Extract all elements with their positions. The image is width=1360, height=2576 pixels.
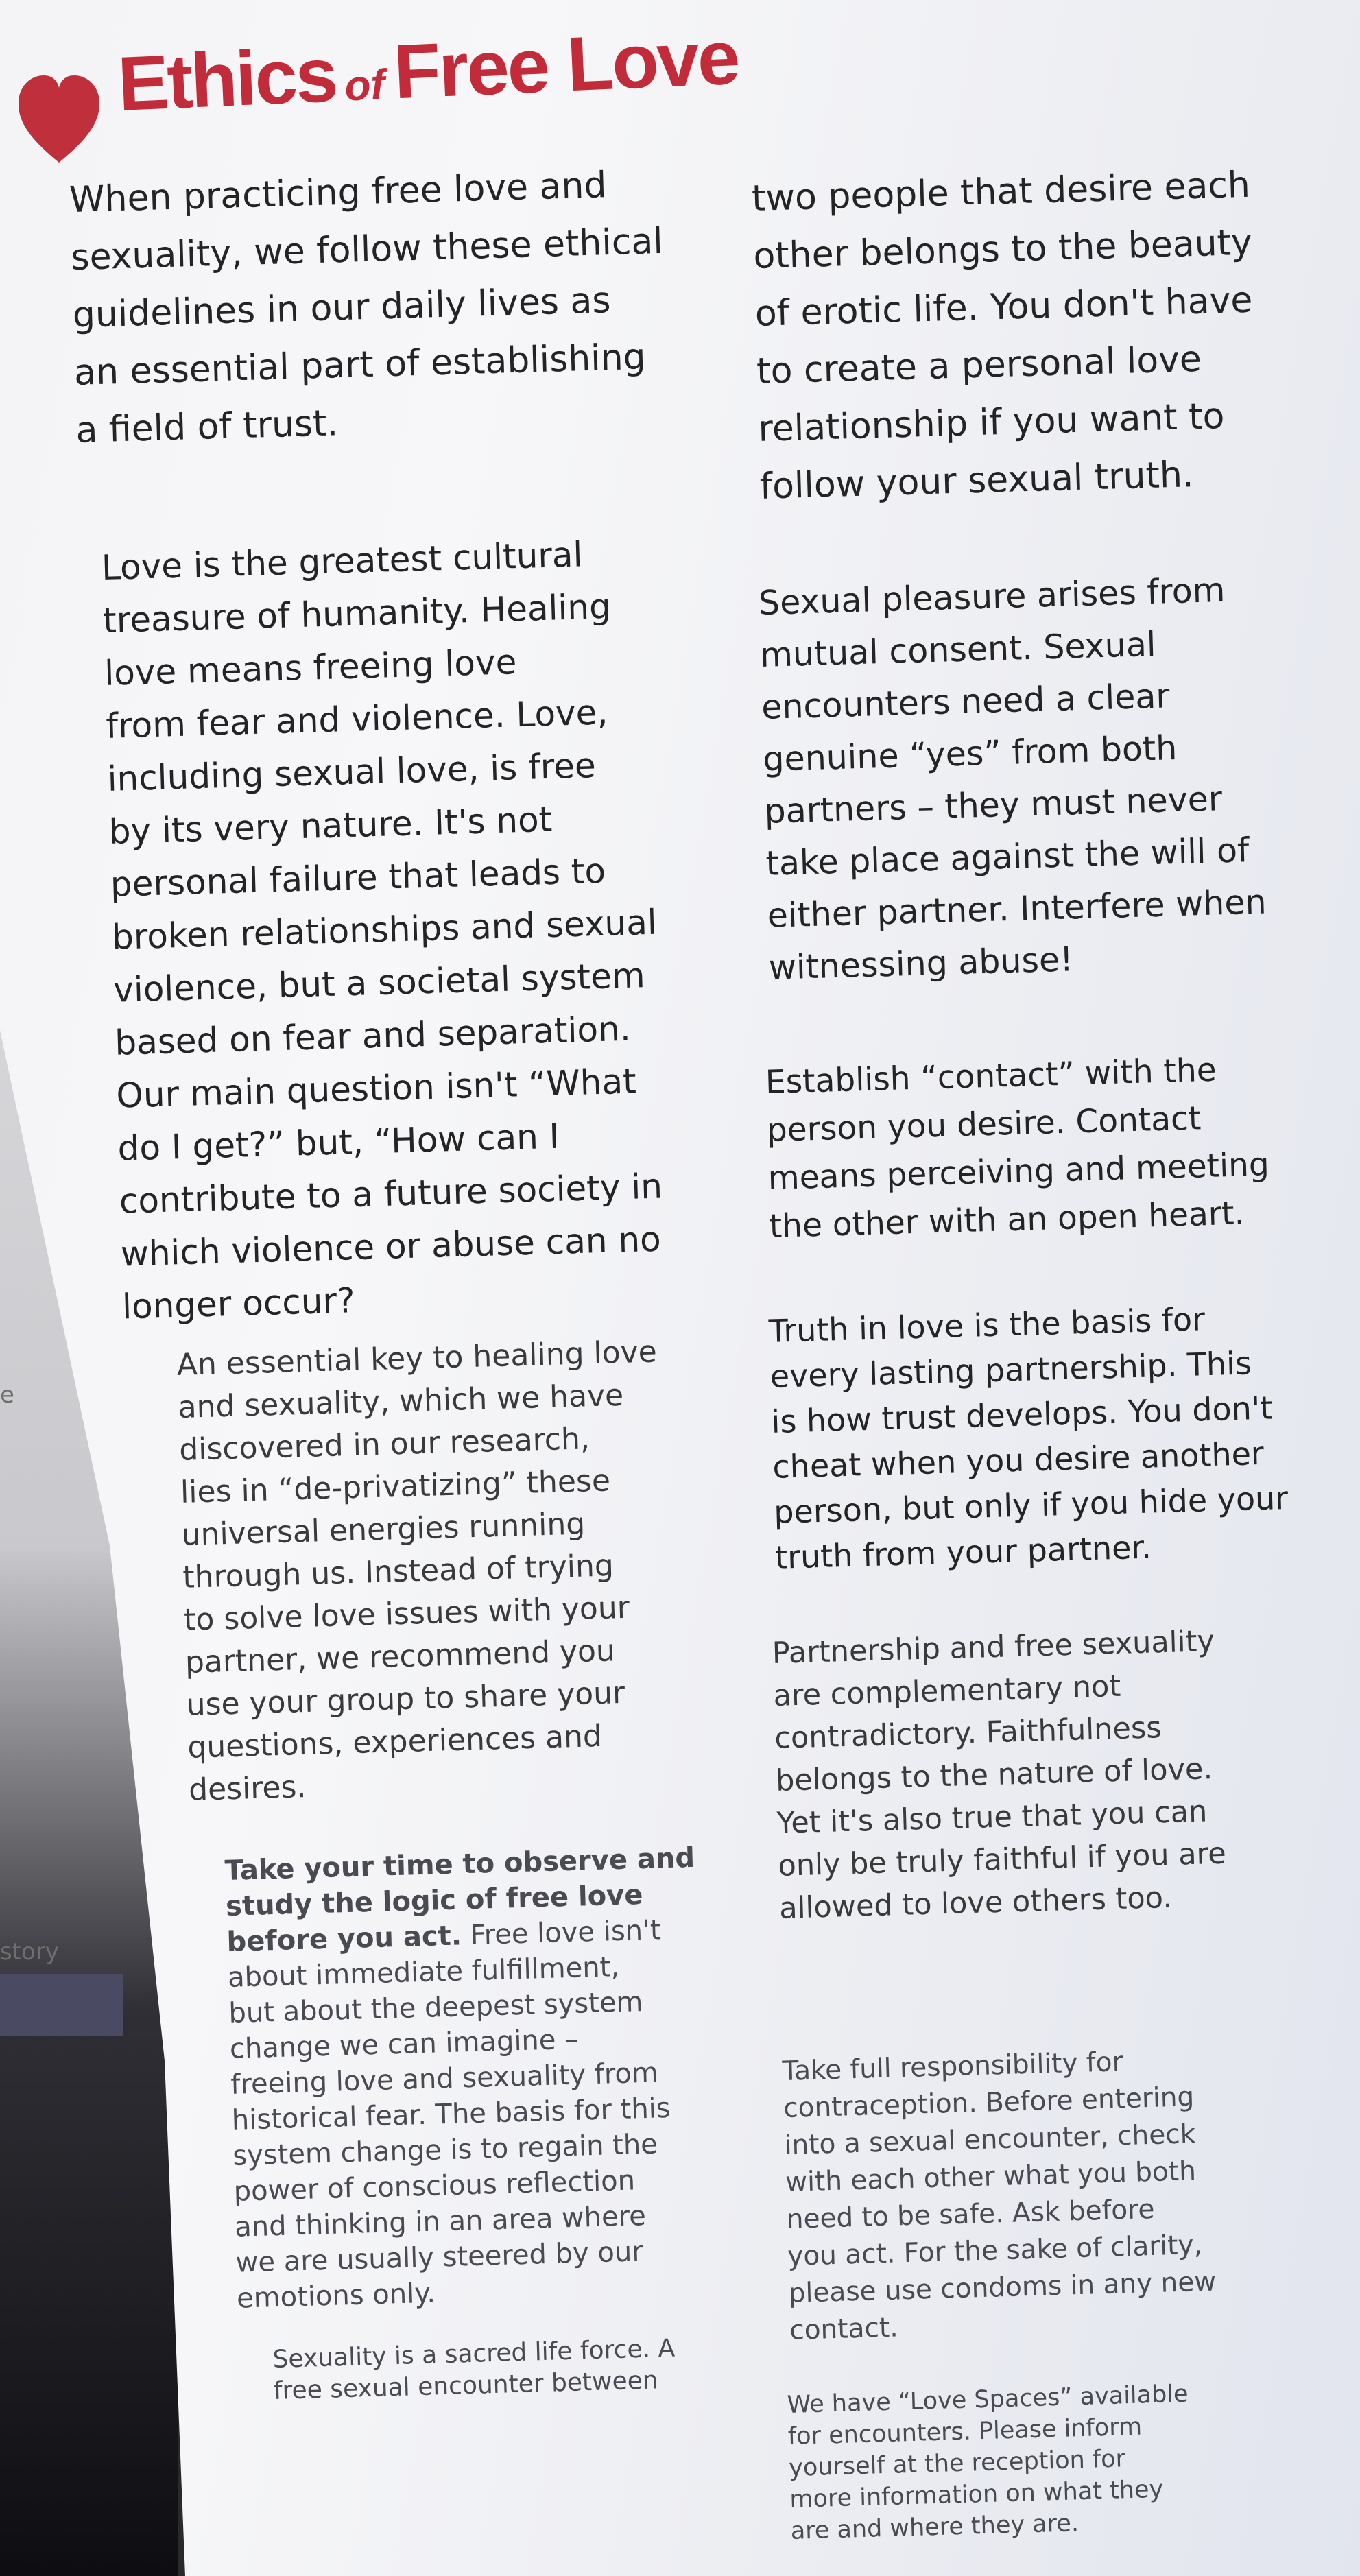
text-line: an essential part of establishing — [73, 336, 647, 394]
text-line: personal failure that leads to — [110, 850, 606, 905]
text-line-bold: before you act. — [226, 1920, 462, 1958]
text-line: historical fear. The basis for this — [231, 2092, 671, 2136]
text-line: for encounters. Please inform — [787, 2413, 1143, 2450]
text-line: desires. — [188, 1769, 307, 1808]
text-line: based on fear and separation. — [114, 1008, 632, 1063]
text-line: mutual consent. Sexual — [759, 624, 1157, 675]
text-line: encounters need a clear — [761, 676, 1171, 727]
text-line: other belongs to the beauty — [752, 222, 1253, 277]
text-line: treasure of humanity. Healing — [102, 586, 612, 641]
paragraph-consent — [758, 564, 1269, 994]
text-line: love means freeing love — [104, 642, 518, 693]
text-line: from fear and violence. Love, — [105, 692, 608, 746]
text-line: of erotic life. You don't have — [754, 279, 1254, 335]
text-line: do I get?” but, “How can I — [117, 1116, 560, 1169]
text-line: through us. Instead of trying — [182, 1548, 615, 1595]
text-line: yourself at the reception for — [788, 2445, 1126, 2482]
text-line: which violence or abuse can no — [120, 1219, 662, 1274]
title-of: of — [344, 61, 386, 110]
text-line: partners – they must never — [763, 779, 1223, 831]
text-line: are complementary not — [772, 1669, 1121, 1713]
text-line: discovered in our research, — [178, 1421, 590, 1468]
text-line: we are usually steered by our — [235, 2236, 644, 2279]
text-line: We have “Love Spaces” available — [787, 2380, 1189, 2419]
text-line: to solve love issues with your — [183, 1590, 630, 1638]
text-line: with each other what you both — [785, 2156, 1197, 2198]
text-line-bold: Take your time to observe and — [224, 1841, 695, 1887]
text-line: take place against the will of — [765, 831, 1250, 883]
text-line-bold: study the logic of free love — [225, 1879, 643, 1922]
text-line: truth from your partner. — [774, 1528, 1152, 1576]
text-line: the other with an open heart. — [769, 1194, 1245, 1245]
text-line: Yet it's also true that you can — [776, 1794, 1208, 1841]
text-line: person you desire. Contact — [766, 1099, 1202, 1149]
text-line: Love is the greatest cultural — [101, 534, 584, 588]
text-line: two people that desire each — [751, 164, 1251, 219]
text-line: Truth in love is the basis for — [768, 1300, 1206, 1350]
text-line: person, but only if you hide your — [773, 1479, 1289, 1531]
heart-icon — [15, 67, 103, 170]
text-line: partner, we recommend you — [184, 1633, 616, 1680]
paragraph-love-treasure — [101, 527, 668, 1334]
text-line: universal energies running — [181, 1506, 586, 1553]
text-line: freeing love and sexuality from — [230, 2057, 659, 2101]
text-line: Take full responsibility for — [782, 2047, 1124, 2087]
text-line: are and where they are. — [790, 2509, 1079, 2545]
text-line: free sexual encounter between — [273, 2366, 659, 2405]
text-line: follow your sexual truth. — [759, 454, 1195, 508]
text-line: contribute to a future society in — [119, 1166, 663, 1221]
title-part-2: Free Love — [392, 14, 740, 115]
text-line: questions, experiences and — [187, 1718, 603, 1765]
text-line: When practicing free love and — [69, 165, 608, 221]
text-line: relationship if you want to — [757, 395, 1226, 450]
text-line: need to be safe. Ask before — [786, 2193, 1155, 2235]
text-line: Sexual pleasure arises from — [758, 570, 1226, 623]
page-title — [116, 13, 740, 128]
text-line: longer occur? — [121, 1280, 356, 1327]
text-line: Free love isn't — [461, 1914, 662, 1952]
text-line: please use condoms in any new — [788, 2266, 1217, 2309]
text-line: Our main question isn't “What — [115, 1061, 637, 1116]
text-line: guidelines in our daily lives as — [72, 280, 612, 336]
text-line: An essential key to healing love — [176, 1334, 658, 1383]
text-line: system change is to regain the — [232, 2128, 658, 2172]
background-partial-label: story — [0, 1938, 59, 1966]
paragraph-observe-study — [224, 1840, 707, 2317]
text-line: emotions only. — [236, 2277, 436, 2315]
text-line: only be truly faithful if you are — [777, 1836, 1227, 1883]
text-line: broken relationships and sexual — [111, 902, 658, 957]
text-line: witnessing abuse! — [768, 940, 1074, 988]
text-line: lies in “de-privatizing” these — [180, 1463, 611, 1510]
paragraph-love-spaces — [787, 2378, 1192, 2547]
paragraph-partnership — [772, 1620, 1228, 1930]
text-line: Partnership and free sexuality — [772, 1623, 1215, 1671]
paragraph-sacred-life-force — [272, 2333, 676, 2407]
paragraph-contact — [765, 1045, 1272, 1251]
text-line: either partner. Interfere when — [766, 882, 1267, 935]
text-line: to create a personal love — [756, 338, 1202, 392]
text-line: cheat when you desire another — [772, 1434, 1265, 1486]
paragraph-intro — [69, 155, 669, 460]
text-line: every lasting partnership. This — [770, 1344, 1252, 1395]
text-line: change we can imagine – — [229, 2023, 579, 2065]
text-line: power of conscious reflection — [233, 2164, 636, 2208]
text-line: belongs to the nature of love. — [775, 1752, 1213, 1798]
text-line: by its very nature. It's not — [108, 799, 553, 852]
text-line: use your group to share your — [185, 1675, 625, 1723]
text-line: means perceiving and meeting — [767, 1145, 1270, 1197]
text-line: sexuality, we follow these ethical — [70, 220, 664, 278]
text-line: into a sexual encounter, check — [784, 2119, 1196, 2161]
text-line: but about the deepest system — [228, 1986, 644, 2029]
paragraph-de-privatizing — [176, 1331, 669, 1811]
text-line: genuine “yes” from both — [762, 728, 1178, 779]
paragraph-contraception — [782, 2042, 1217, 2350]
text-line: and sexuality, which we have — [177, 1377, 624, 1425]
title-part-1: Ethics — [116, 32, 338, 127]
text-line: Establish “contact” with the — [765, 1051, 1217, 1101]
paragraph-truth-in-love — [768, 1294, 1290, 1580]
text-line: contact. — [789, 2312, 899, 2346]
text-line: allowed to love others too. — [778, 1880, 1173, 1926]
text-line: violence, but a societal system — [112, 955, 646, 1010]
text-line: including sexual love, is free — [106, 745, 597, 799]
text-line: you act. For the sake of clarity, — [787, 2230, 1203, 2272]
text-line: and thinking in an area where — [234, 2200, 647, 2243]
text-line: Sexuality is a sacred life force. A — [272, 2334, 676, 2374]
text-line: is how trust develops. You don't — [770, 1389, 1274, 1440]
text-line: a field of trust. — [75, 403, 339, 451]
text-line: about immediate fulfillment, — [227, 1951, 620, 1994]
background-partial-label: e — [0, 1381, 14, 1409]
text-line: contradictory. Faithfulness — [774, 1710, 1162, 1756]
paragraph-two-people — [751, 156, 1259, 516]
text-line: more information on what they — [789, 2475, 1164, 2514]
text-line: contraception. Before entering — [783, 2082, 1195, 2124]
